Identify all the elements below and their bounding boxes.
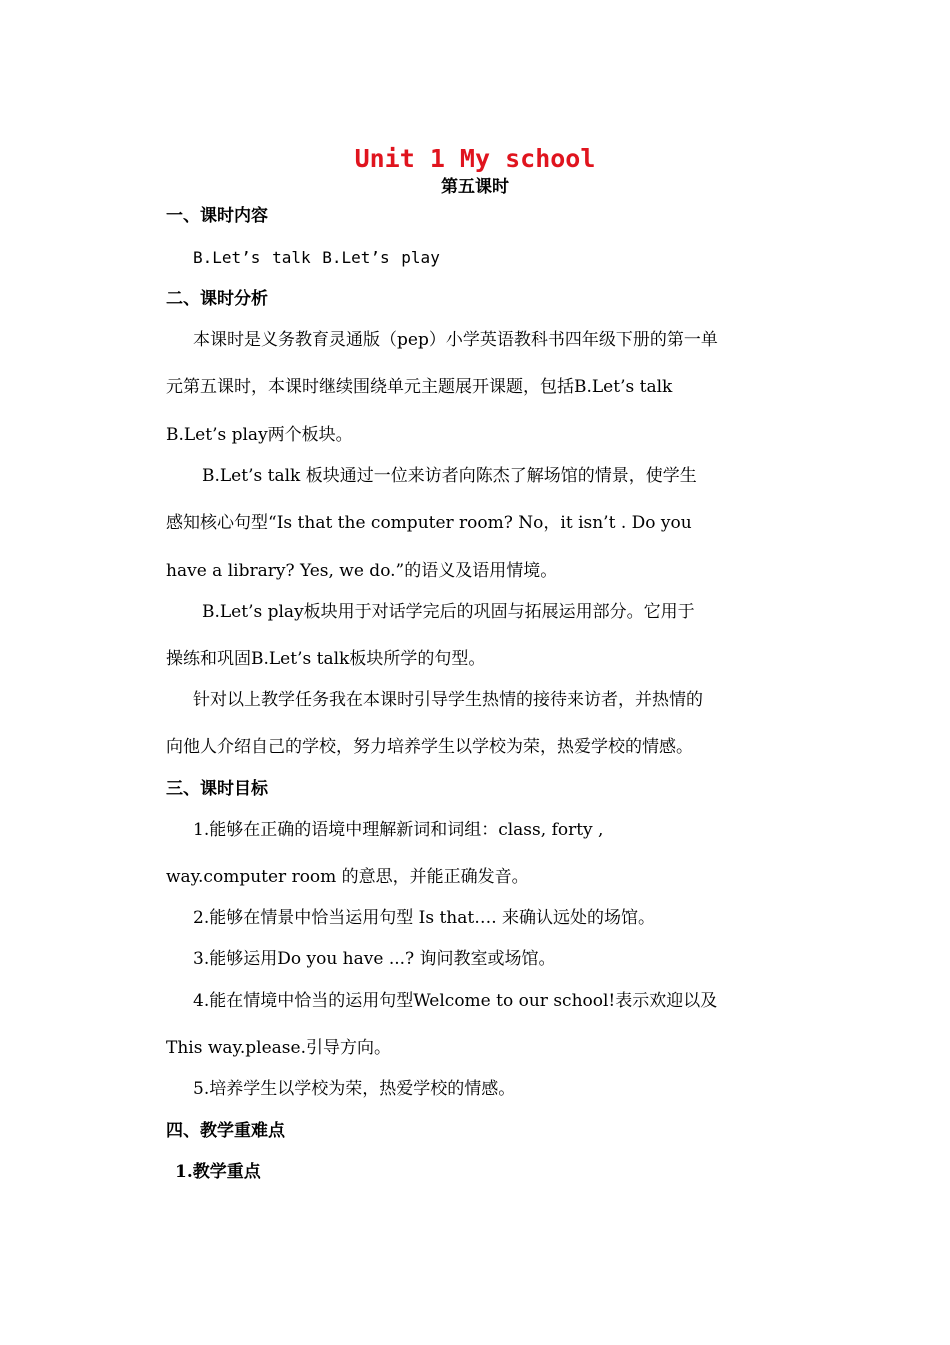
analysis-paragraph-1-line-3: B.Let’s play两个板块。 xyxy=(166,425,353,445)
analysis-paragraph-1-line-2: 元第五课时，本课时继续围绕单元主题展开课题，包括B.Let’s talk xyxy=(166,377,673,397)
analysis-paragraph-4-line-2: 向他人介绍自己的学校，努力培养学生以学校为荣，热爱学校的情感。 xyxy=(166,737,693,757)
analysis-paragraph-1-line-1: 本课时是义务教育灵通版（pep）小学英语教科书四年级下册的第一单 xyxy=(193,330,718,350)
analysis-paragraph-2-line-3: have a library? Yes, we do.”的语义及语用情境。 xyxy=(166,561,558,581)
analysis-paragraph-3-line-2: 操练和巩固B.Let’s talk板块所学的句型。 xyxy=(166,649,486,669)
section-heading-objectives: 三、课时目标 xyxy=(166,779,268,799)
analysis-paragraph-4-line-1: 针对以上教学任务我在本课时引导学生热情的接待来访者，并热情的 xyxy=(193,690,703,710)
objective-5: 5.培养学生以学校为荣，热爱学校的情感。 xyxy=(193,1079,516,1099)
section-heading-content: 一、课时内容 xyxy=(166,206,268,226)
analysis-paragraph-3-line-1: B.Let’s play板块用于对话学完后的巩固与拓展运用部分。它用于 xyxy=(202,602,695,622)
objective-1-line-2: way.computer room 的意思，并能正确发音。 xyxy=(166,867,529,887)
objective-4-line-2: This way.please.引导方向。 xyxy=(166,1038,391,1058)
subheading-teaching-focus: 1.教学重点 xyxy=(175,1162,261,1182)
content-items: B.Let’s talk B.Let’s play xyxy=(193,248,440,267)
analysis-paragraph-2-line-1: B.Let’s talk 板块通过一位来访者向陈杰了解场馆的情景，使学生 xyxy=(202,466,697,486)
document-subtitle: 第五课时 xyxy=(441,177,509,197)
section-heading-key-points: 四、教学重难点 xyxy=(166,1121,285,1141)
document-title: Unit 1 My school xyxy=(354,144,596,173)
analysis-paragraph-2-line-2: 感知核心句型“Is that the computer room? No，it isn’t . Do you xyxy=(166,513,692,533)
objective-1-line-1: 1.能够在正确的语境中理解新词和词组：class, forty , xyxy=(193,820,604,840)
objective-2: 2.能够在情景中恰当运用句型 Is that…. 来确认远处的场馆。 xyxy=(193,908,656,928)
objective-3: 3.能够运用Do you have ...? 询问教室或场馆。 xyxy=(193,949,556,969)
objective-4-line-1: 4.能在情境中恰当的运用句型Welcome to our school!表示欢迎以及 xyxy=(193,991,718,1011)
section-heading-analysis: 二、课时分析 xyxy=(166,289,268,309)
